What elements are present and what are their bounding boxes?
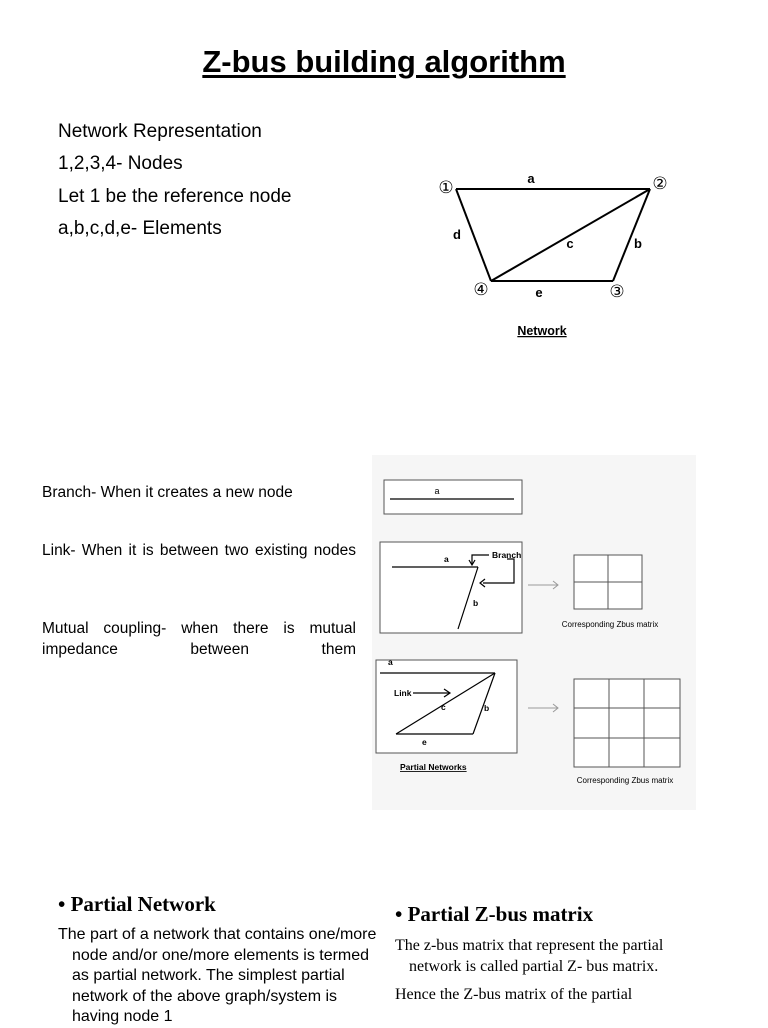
intro-line: Let 1 be the reference node [58,185,292,207]
intro-line: Network Representation [58,121,262,142]
page-title: Z-bus building algorithm [202,44,566,79]
fig1-branch-label: Branch [492,550,522,560]
bullet-icon: • [395,902,408,926]
element-c-line [491,189,650,281]
partial-network-heading: • Partial Network [58,892,216,916]
element-e-label: e [535,285,543,300]
branch-definition: Branch- When it creates a new node [42,484,293,501]
fig1-b-label: b [473,598,479,608]
network-diagram [425,165,685,345]
partial-network-body: The part of a network that contains one/more node and/or one/more elements is termed as partial network. The simplest partial network of the above graph/system is having node 1 [58,926,377,1025]
element-d-line [456,189,491,281]
node-1-label: ① [438,178,454,197]
fig1-matrix-caption: Corresponding Zbus matrix [561,620,659,629]
partial-networks-figure [372,455,696,810]
branch-box-label: a [434,486,440,496]
node-4-label: ④ [473,280,489,299]
bullet-icon: • [58,892,71,916]
intro-line: a,b,c,d,e- Elements [58,217,222,239]
fig1-zbus-matrix [574,555,642,609]
branch-box [384,480,522,514]
fig2-a-label: a [388,657,393,667]
fig2-zbus-matrix [574,679,680,767]
partial-zbus-body-2: Hence the Z-bus matrix of the partial [395,986,633,1003]
element-b-label: b [634,236,642,251]
link-definition: Link- When it is between two existing nodes [42,542,356,559]
fig1-a-label: a [444,554,449,564]
node-3-label: ③ [609,282,625,301]
fig2-box [376,660,517,753]
intro-line: 1,2,3,4- Nodes [58,153,183,175]
fig2-arrow-icon [528,704,558,712]
intro-text [58,116,291,245]
partial-zbus-heading: • Partial Z-bus matrix [395,902,594,926]
partial-network-section [58,892,378,1028]
element-d-label: d [453,227,461,242]
fig2-e-label: e [422,737,427,747]
element-a-label: a [527,171,535,186]
element-c-label: c [566,236,574,251]
fig2-matrix-caption: Corresponding Zbus matrix [576,776,674,785]
partial-zbus-body-1: The z-bus matrix that represent the partial network is called partial Z- bus matrix. [395,937,664,975]
network-caption: Network [517,324,567,338]
partial-networks-panel [372,455,696,810]
mutual-coupling-definition: Mutual coupling- when there is mutual impedance between them [42,620,356,658]
fig2-c-label: c [441,702,446,712]
fig1-arrow-icon [528,581,558,589]
partial-zbus-section [395,902,713,1006]
fig2-caption: Partial Networks [400,762,467,772]
fig2-b-label: b [484,703,490,713]
fig2-link-label: Link [394,688,412,698]
node-2-label: ② [652,174,668,193]
element-b-line [613,189,650,281]
